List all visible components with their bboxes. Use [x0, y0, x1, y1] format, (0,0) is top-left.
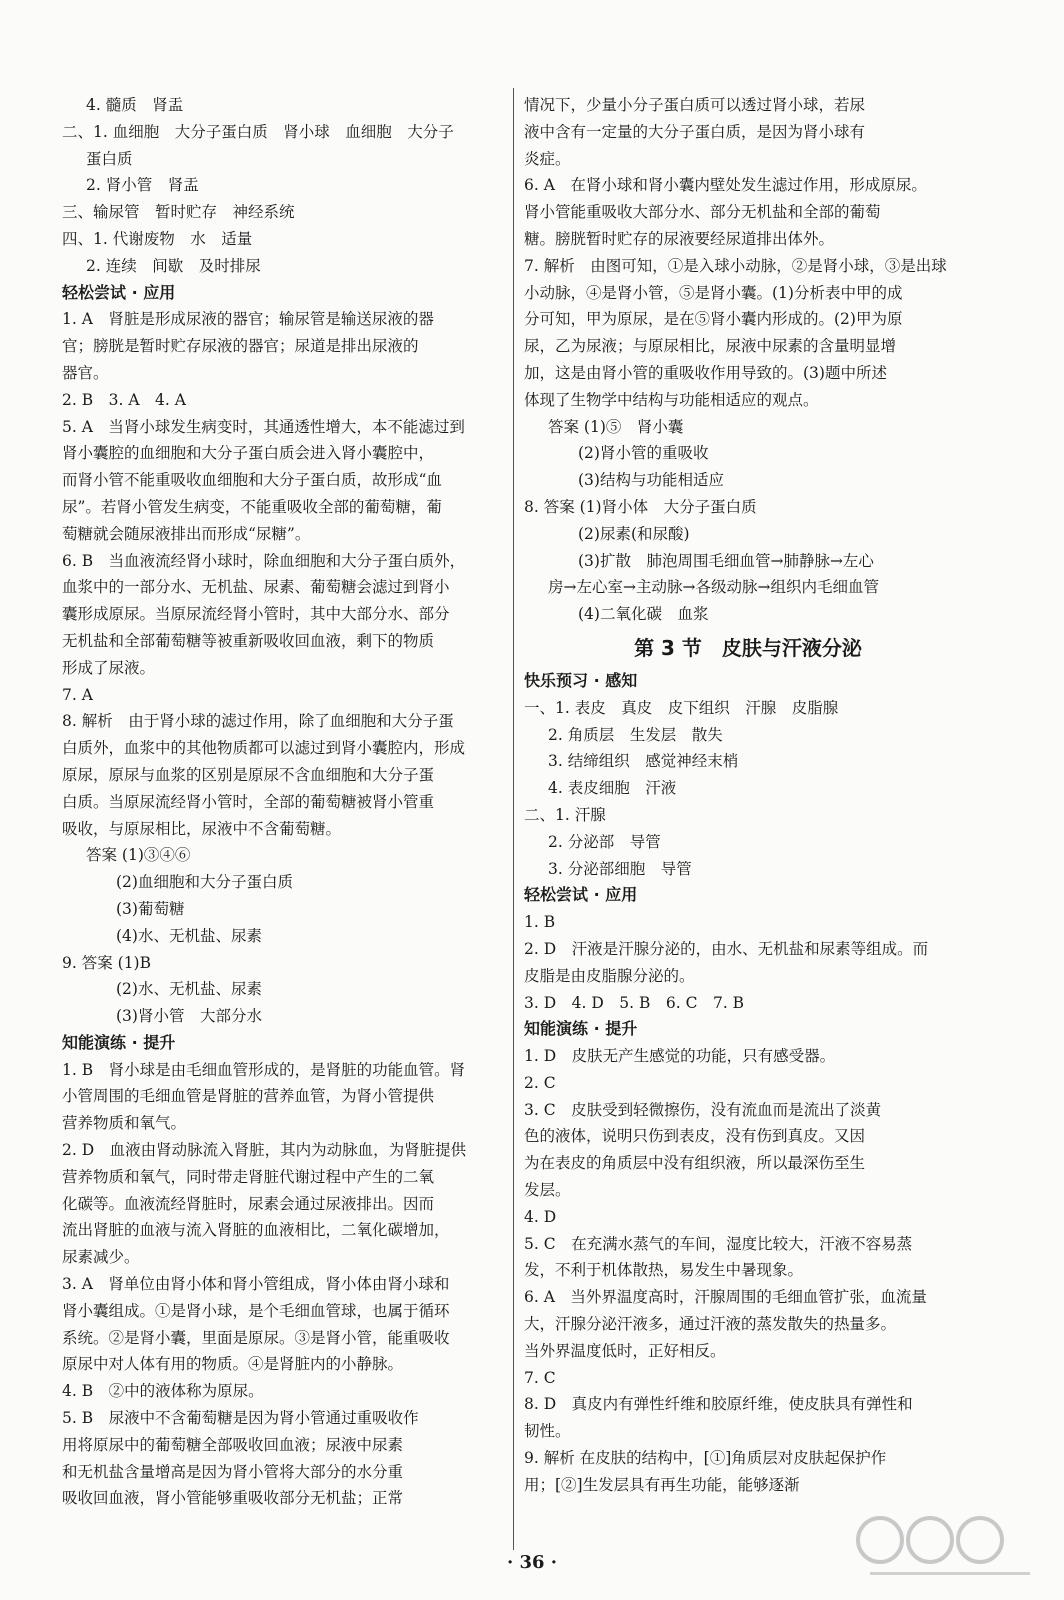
text-line: 6. B 当血液流经肾小球时，除血细胞和大分子蛋白质外，: [62, 551, 466, 570]
text-line: 萄糖就会随尿液排出而形成“尿糖”。: [62, 524, 311, 543]
text-line: 1. A 肾脏是形成尿液的器官；输尿管是输送尿液的器: [62, 310, 434, 329]
text-line: 情况下，少量小分子蛋白质可以透过肾小球，若尿: [524, 96, 866, 114]
text-line: 3. 分泌部细胞 导管: [548, 859, 692, 878]
text-line: 囊形成原尿。当原尿流经肾小管时，其中大部分水、部分: [62, 605, 450, 624]
section-heading: 轻松尝试 · 应用: [524, 885, 638, 905]
text-line: 皮脂是由皮脂腺分泌的。: [524, 966, 695, 985]
text-line: 7. A: [62, 685, 93, 704]
text-line: 炎症。: [524, 149, 571, 168]
text-line: 2. 分泌部 导管: [548, 832, 661, 851]
text-line: 蛋白质: [86, 149, 133, 168]
text-line: (2)肾小管的重吸收: [578, 444, 709, 463]
text-line: 6. A 当外界温度高时，汗腺周围的毛细血管扩张，血流量: [524, 1288, 927, 1307]
text-line: 分可知，甲为原尿，是在⑤肾小囊内形成的。(2)甲为原: [524, 310, 903, 329]
text-line: 5. B 尿液中不含葡萄糖是因为肾小管通过重吸收作: [62, 1409, 419, 1428]
text-line: 流出肾脏的血液与流入肾脏的血液相比，二氧化碳增加，: [62, 1221, 450, 1240]
text-line: 尿，乙为尿液；与原尿相比，尿液中尿素的含量明显增: [524, 337, 897, 356]
text-line: 用将原尿中的葡萄糖全部吸收回血液；尿液中尿素: [62, 1435, 404, 1454]
text-line: 2. B 3. A 4. A: [62, 390, 186, 409]
text-line: 形成了尿液。: [62, 658, 156, 677]
right-column: [524, 92, 972, 1499]
section-heading: 轻松尝试 · 应用: [62, 282, 176, 302]
section-heading: 快乐预习 · 感知: [524, 670, 638, 690]
text-line: 四、1. 代谢废物 水 适量: [62, 229, 253, 248]
text-line: 房→左心室→主动脉→各级动脉→组织内毛细血管: [548, 578, 879, 597]
text-line: 1. B 肾小球是由毛细血管形成的，是肾脏的功能血管。肾: [62, 1060, 466, 1079]
page-number: · 36 ·: [506, 1552, 558, 1573]
text-line: 2. C: [524, 1073, 556, 1092]
text-line: 营养物质和氧气，同时带走肾脏代谢过程中产生的二氧: [62, 1167, 435, 1186]
text-line: 5. C 在充满水蒸气的车间，湿度比较大，汗液不容易蒸: [524, 1234, 913, 1253]
text-line: 6. A 在肾小球和肾小囊内壁处发生滤过作用，形成原尿。: [524, 176, 927, 195]
text-line: (3)结构与功能相适应: [578, 471, 724, 490]
text-line: 吸收，与原尿相比，尿液中不含葡萄糖。: [62, 819, 342, 838]
text-line: 肾小管能重吸收大部分水、部分无机盐和全部的葡萄: [524, 203, 881, 222]
text-line: 答案 (1)⑤ 肾小囊: [548, 417, 684, 436]
text-line: 9. 解析 在皮肤的结构中，[①]角质层对皮肤起保护作: [524, 1449, 887, 1468]
text-line: 加，这是由肾小管的重吸收作用导致的。(3)题中所述: [524, 363, 887, 382]
text-line: 色的液体，说明只伤到表皮，没有伤到真皮。又因: [524, 1127, 866, 1146]
text-line: 2. D 汗液是汗腺分泌的，由水、无机盐和尿素等组成。而: [524, 939, 929, 958]
text-line: 3. C 皮肤受到轻微擦伤，没有流血而是流出了淡黄: [524, 1100, 882, 1119]
text-line: 器官。: [62, 363, 109, 382]
left-column: [62, 92, 506, 1512]
text-line: 肾小囊腔的血细胞和大分子蛋白质会进入肾小囊腔中，: [62, 444, 435, 463]
text-line: 4. D: [524, 1207, 557, 1226]
text-line: 发，不利于机体散热，易发生中暑现象。: [524, 1261, 804, 1280]
text-line: 3. A 肾单位由肾小体和肾小管组成，肾小体由肾小球和: [62, 1275, 450, 1294]
text-line: 和无机盐含量增高是因为肾小管将大部分的水分重: [62, 1462, 404, 1481]
text-line: 化碳等。血液流经肾脏时，尿素会通过尿液排出。因而: [62, 1194, 435, 1213]
text-line: 营养物质和氧气。: [62, 1114, 187, 1133]
section-heading: 知能演练 · 提升: [62, 1032, 176, 1052]
text-line: 5. A 当肾小球发生病变时，其通透性增大，本不能滤过到: [62, 417, 465, 436]
text-line: 韧性。: [524, 1422, 571, 1441]
text-line: (3)葡萄糖: [116, 899, 185, 918]
text-line: 小管周围的毛细血管是肾脏的营养血管，为肾小管提供: [62, 1087, 435, 1106]
text-line: 8. D 真皮内有弹性纤维和胶原纤维，使皮肤具有弹性和: [524, 1395, 913, 1414]
text-line: 4. B ②中的液体称为原尿。: [62, 1382, 264, 1401]
text-line: 1. D 皮肤无产生感觉的功能，只有感受器。: [524, 1047, 836, 1066]
text-line: 二、1. 血细胞 大分子蛋白质 肾小球 血细胞 大分子: [62, 122, 454, 141]
text-line: 大，汗腺分泌汗液多，通过汗液的蒸发散失的热量多。: [524, 1315, 897, 1334]
watermark-logo: [850, 1500, 1050, 1592]
text-line: 为在表皮的角质层中没有组织液，所以最深伤至生: [524, 1154, 866, 1173]
text-line: (3)扩散 肺泡周围毛细血管→肺静脉→左心: [578, 551, 874, 570]
text-line: 尿素减少。: [62, 1248, 140, 1267]
text-line: (2)血细胞和大分子蛋白质: [116, 873, 293, 892]
text-line: 三、输尿管 暂时贮存 神经系统: [62, 203, 295, 222]
section-heading: 知能演练 · 提升: [524, 1019, 638, 1039]
text-line: 2. D 血液由肾动脉流入肾脏，其内为动脉血，为肾脏提供: [62, 1141, 467, 1160]
text-line: 白质外，血浆中的其他物质都可以滤过到肾小囊腔内，形成: [62, 739, 466, 758]
text-line: 糖。膀胱暂时贮存的尿液要经尿道排出体外。: [524, 229, 835, 248]
text-line: 3. 结缔组织 感觉神经末梢: [548, 752, 739, 771]
text-line: 血浆中的一部分水、无机盐、尿素、葡萄糖会滤过到肾小: [62, 578, 450, 597]
text-line: 4. 表皮细胞 汗液: [548, 779, 677, 798]
text-line: 3. D 4. D 5. B 6. C 7. B: [524, 993, 745, 1012]
text-line: 无机盐和全部葡萄糖等被重新吸收回血液，剩下的物质: [62, 631, 435, 650]
text-line: 答案 (1)③④⑥: [86, 846, 191, 865]
text-line: 7. 解析 由图可知，①是入球小动脉，②是肾小球，③是出球: [524, 256, 947, 275]
text-line: 官；膀胱是暂时贮存尿液的器官；尿道是排出尿液的: [62, 337, 419, 356]
text-line: 2. 肾小管 肾盂: [86, 176, 199, 195]
text-line: 而肾小管不能重吸收血细胞和大分子蛋白质，故形成“血: [62, 471, 442, 490]
text-line: (3)肾小管 大部分水: [116, 1007, 262, 1026]
text-line: 1. B: [524, 913, 556, 932]
text-line: (2)尿素(和尿酸): [578, 524, 690, 543]
text-line: 原尿，原尿与血浆的区别是原尿不含血细胞和大分子蛋: [62, 765, 435, 784]
text-line: 液中含有一定量的大分子蛋白质，是因为肾小球有: [524, 122, 866, 141]
column-divider: [513, 88, 514, 1550]
text-line: 2. 角质层 生发层 散失: [548, 725, 723, 744]
text-line: 用；[②]生发层具有再生功能，能够逐渐: [524, 1475, 800, 1494]
text-line: 小动脉，④是肾小管，⑤是肾小囊。(1)分析表中甲的成: [524, 283, 903, 302]
text-line: 2. 连续 间歇 及时排尿: [86, 256, 261, 275]
text-line: 9. 答案 (1)B: [62, 953, 151, 972]
text-line: 白质。当原尿流经肾小管时，全部的葡萄糖被肾小管重: [62, 792, 435, 811]
text-line: 二、1. 汗腺: [524, 805, 606, 824]
text-line: 系统。②是肾小囊，里面是原尿。③是肾小管，能重吸收: [62, 1328, 450, 1347]
text-line: 当外界温度低时，正好相反。: [524, 1341, 726, 1360]
text-line: 尿”。若肾小管发生病变，不能重吸收全部的葡萄糖，葡: [62, 497, 442, 516]
text-line: 发层。: [524, 1181, 571, 1200]
text-line: 肾小囊组成。①是肾小球，是个毛细血管球，也属于循环: [62, 1301, 450, 1320]
text-line: 8. 答案 (1)肾小体 大分子蛋白质: [524, 497, 757, 516]
text-line: (4)水、无机盐、尿素: [116, 926, 262, 945]
text-line: (2)水、无机盐、尿素: [116, 980, 262, 999]
text-line: 4. 髓质 肾盂: [86, 96, 184, 114]
section-title: 第 3 节 皮肤与汗液分泌: [634, 635, 862, 660]
text-line: 7. C: [524, 1368, 556, 1387]
text-line: 体现了生物学中结构与功能相适应的观点。: [524, 390, 819, 409]
text-line: 吸收回血液，肾小管能够重吸收部分无机盐；正常: [62, 1489, 404, 1508]
text-line: 8. 解析 由于肾小球的滤过作用，除了血细胞和大分子蛋: [62, 712, 454, 731]
text-line: 原尿中对人体有用的物质。④是肾脏内的小静脉。: [62, 1355, 404, 1374]
text-line: 一、1. 表皮 真皮 皮下组织 汗腺 皮脂腺: [524, 698, 839, 717]
text-line: (4)二氧化碳 血浆: [578, 605, 709, 624]
